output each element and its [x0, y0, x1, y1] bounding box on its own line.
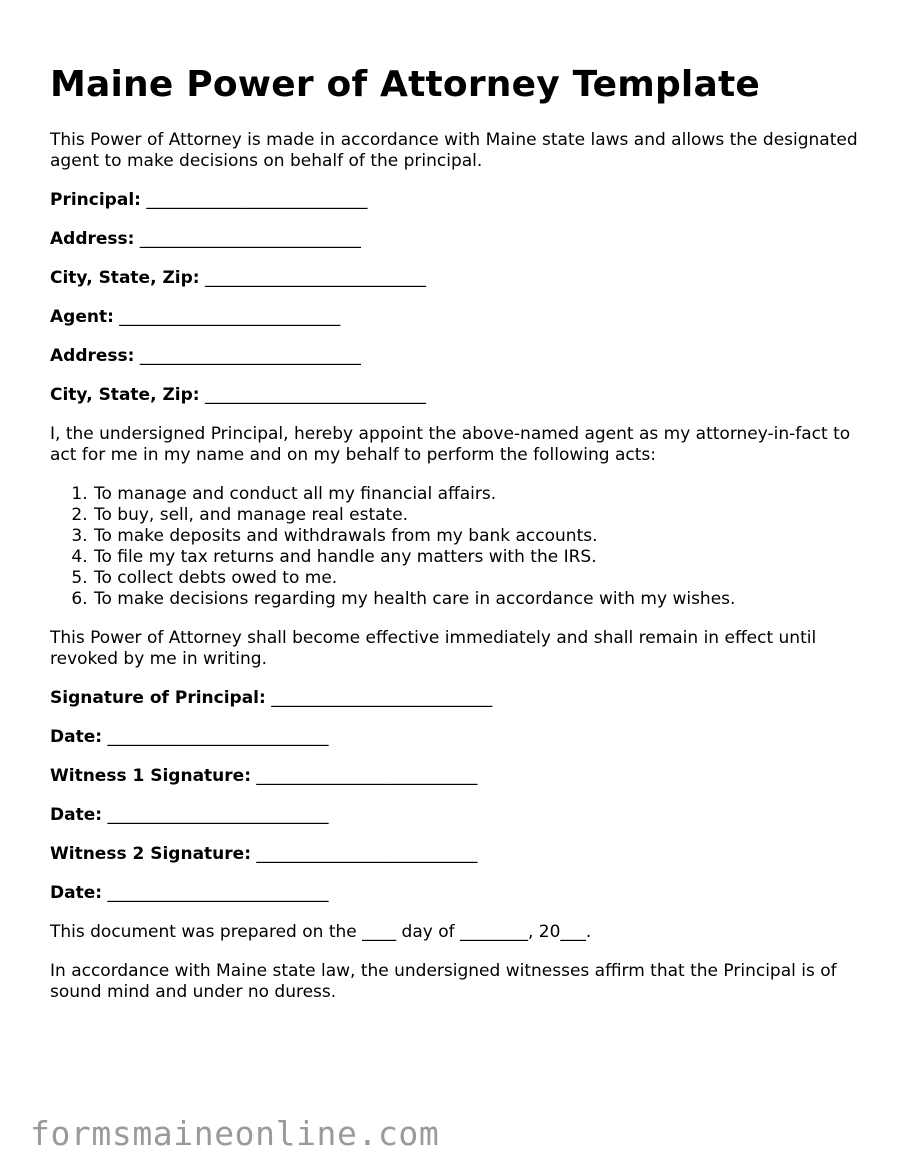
field-label: Witness 1 Signature:: [50, 766, 251, 786]
field-label: Signature of Principal:: [50, 688, 266, 708]
field-label: Date:: [50, 727, 103, 747]
closing-paragraph: In accordance with Maine state law, the undersigned witnesses affirm that the Principal is of sound mind and under no duress.: [50, 961, 837, 1002]
site-watermark: formsmaineonline.com: [30, 1114, 440, 1153]
appointment-paragraph: I, the undersigned Principal, hereby appoint the above-named agent as my attorney-in-fact to act for me in my name and on my behalf to perform the following acts:: [50, 424, 851, 465]
field-blank: __________________________: [139, 346, 361, 366]
field-label: City, State, Zip:: [50, 385, 200, 405]
principal-date-field[interactable]: [50, 727, 860, 748]
witness-2-date-field[interactable]: [50, 883, 860, 904]
prepared-date-line: This document was prepared on the ____ day of ________, 20___.: [50, 922, 592, 942]
field-blank: __________________________: [256, 844, 478, 864]
list-item: 3. To make deposits and withdrawals from my bank accounts.: [93, 526, 860, 547]
field-blank: __________________________: [271, 688, 493, 708]
field-label: Date:: [50, 883, 103, 903]
principal-city-state-zip-field[interactable]: [50, 268, 860, 289]
principal-signature-field[interactable]: [50, 688, 860, 709]
list-item: 4. To file my tax returns and handle any matters with the IRS.: [93, 547, 860, 568]
field-blank: __________________________: [204, 268, 426, 288]
field-blank: __________________________: [139, 229, 361, 249]
agent-city-state-zip-field[interactable]: [50, 385, 860, 406]
field-label: Address:: [50, 229, 135, 249]
principal-address-field[interactable]: [50, 229, 860, 250]
agent-name-field[interactable]: [50, 307, 860, 328]
field-label: Address:: [50, 346, 135, 366]
field-blank: __________________________: [107, 883, 329, 903]
effective-paragraph: This Power of Attorney shall become effective immediately and shall remain in effect until revoked by me in writing.: [50, 628, 817, 669]
document-page: [50, 60, 860, 1003]
field-blank: __________________________: [107, 727, 329, 747]
intro-paragraph: This Power of Attorney is made in accordance with Maine state laws and allows the designated agent to make decisions on behalf of the principal.: [50, 130, 858, 171]
field-label: Principal:: [50, 190, 141, 210]
field-blank: __________________________: [256, 766, 478, 786]
principal-name-field[interactable]: [50, 190, 860, 211]
witness-1-signature-field[interactable]: [50, 766, 860, 787]
list-item: 1. To manage and conduct all my financial affairs.: [93, 484, 860, 505]
list-item: 5. To collect debts owed to me.: [93, 568, 860, 589]
field-blank: __________________________: [107, 805, 329, 825]
field-blank: __________________________: [204, 385, 426, 405]
document-title: Maine Power of Attorney Template: [50, 64, 760, 105]
field-blank: __________________________: [119, 307, 341, 327]
field-blank: __________________________: [146, 190, 368, 210]
field-label: City, State, Zip:: [50, 268, 200, 288]
agent-address-field[interactable]: [50, 346, 860, 367]
witness-1-date-field[interactable]: [50, 805, 860, 826]
list-item: 6. To make decisions regarding my health care in accordance with my wishes.: [93, 589, 860, 610]
field-label: Date:: [50, 805, 103, 825]
field-label: Agent:: [50, 307, 114, 327]
witness-2-signature-field[interactable]: [50, 844, 860, 865]
field-label: Witness 2 Signature:: [50, 844, 251, 864]
list-item: 2. To buy, sell, and manage real estate.: [93, 505, 860, 526]
acts-list: [50, 484, 860, 610]
